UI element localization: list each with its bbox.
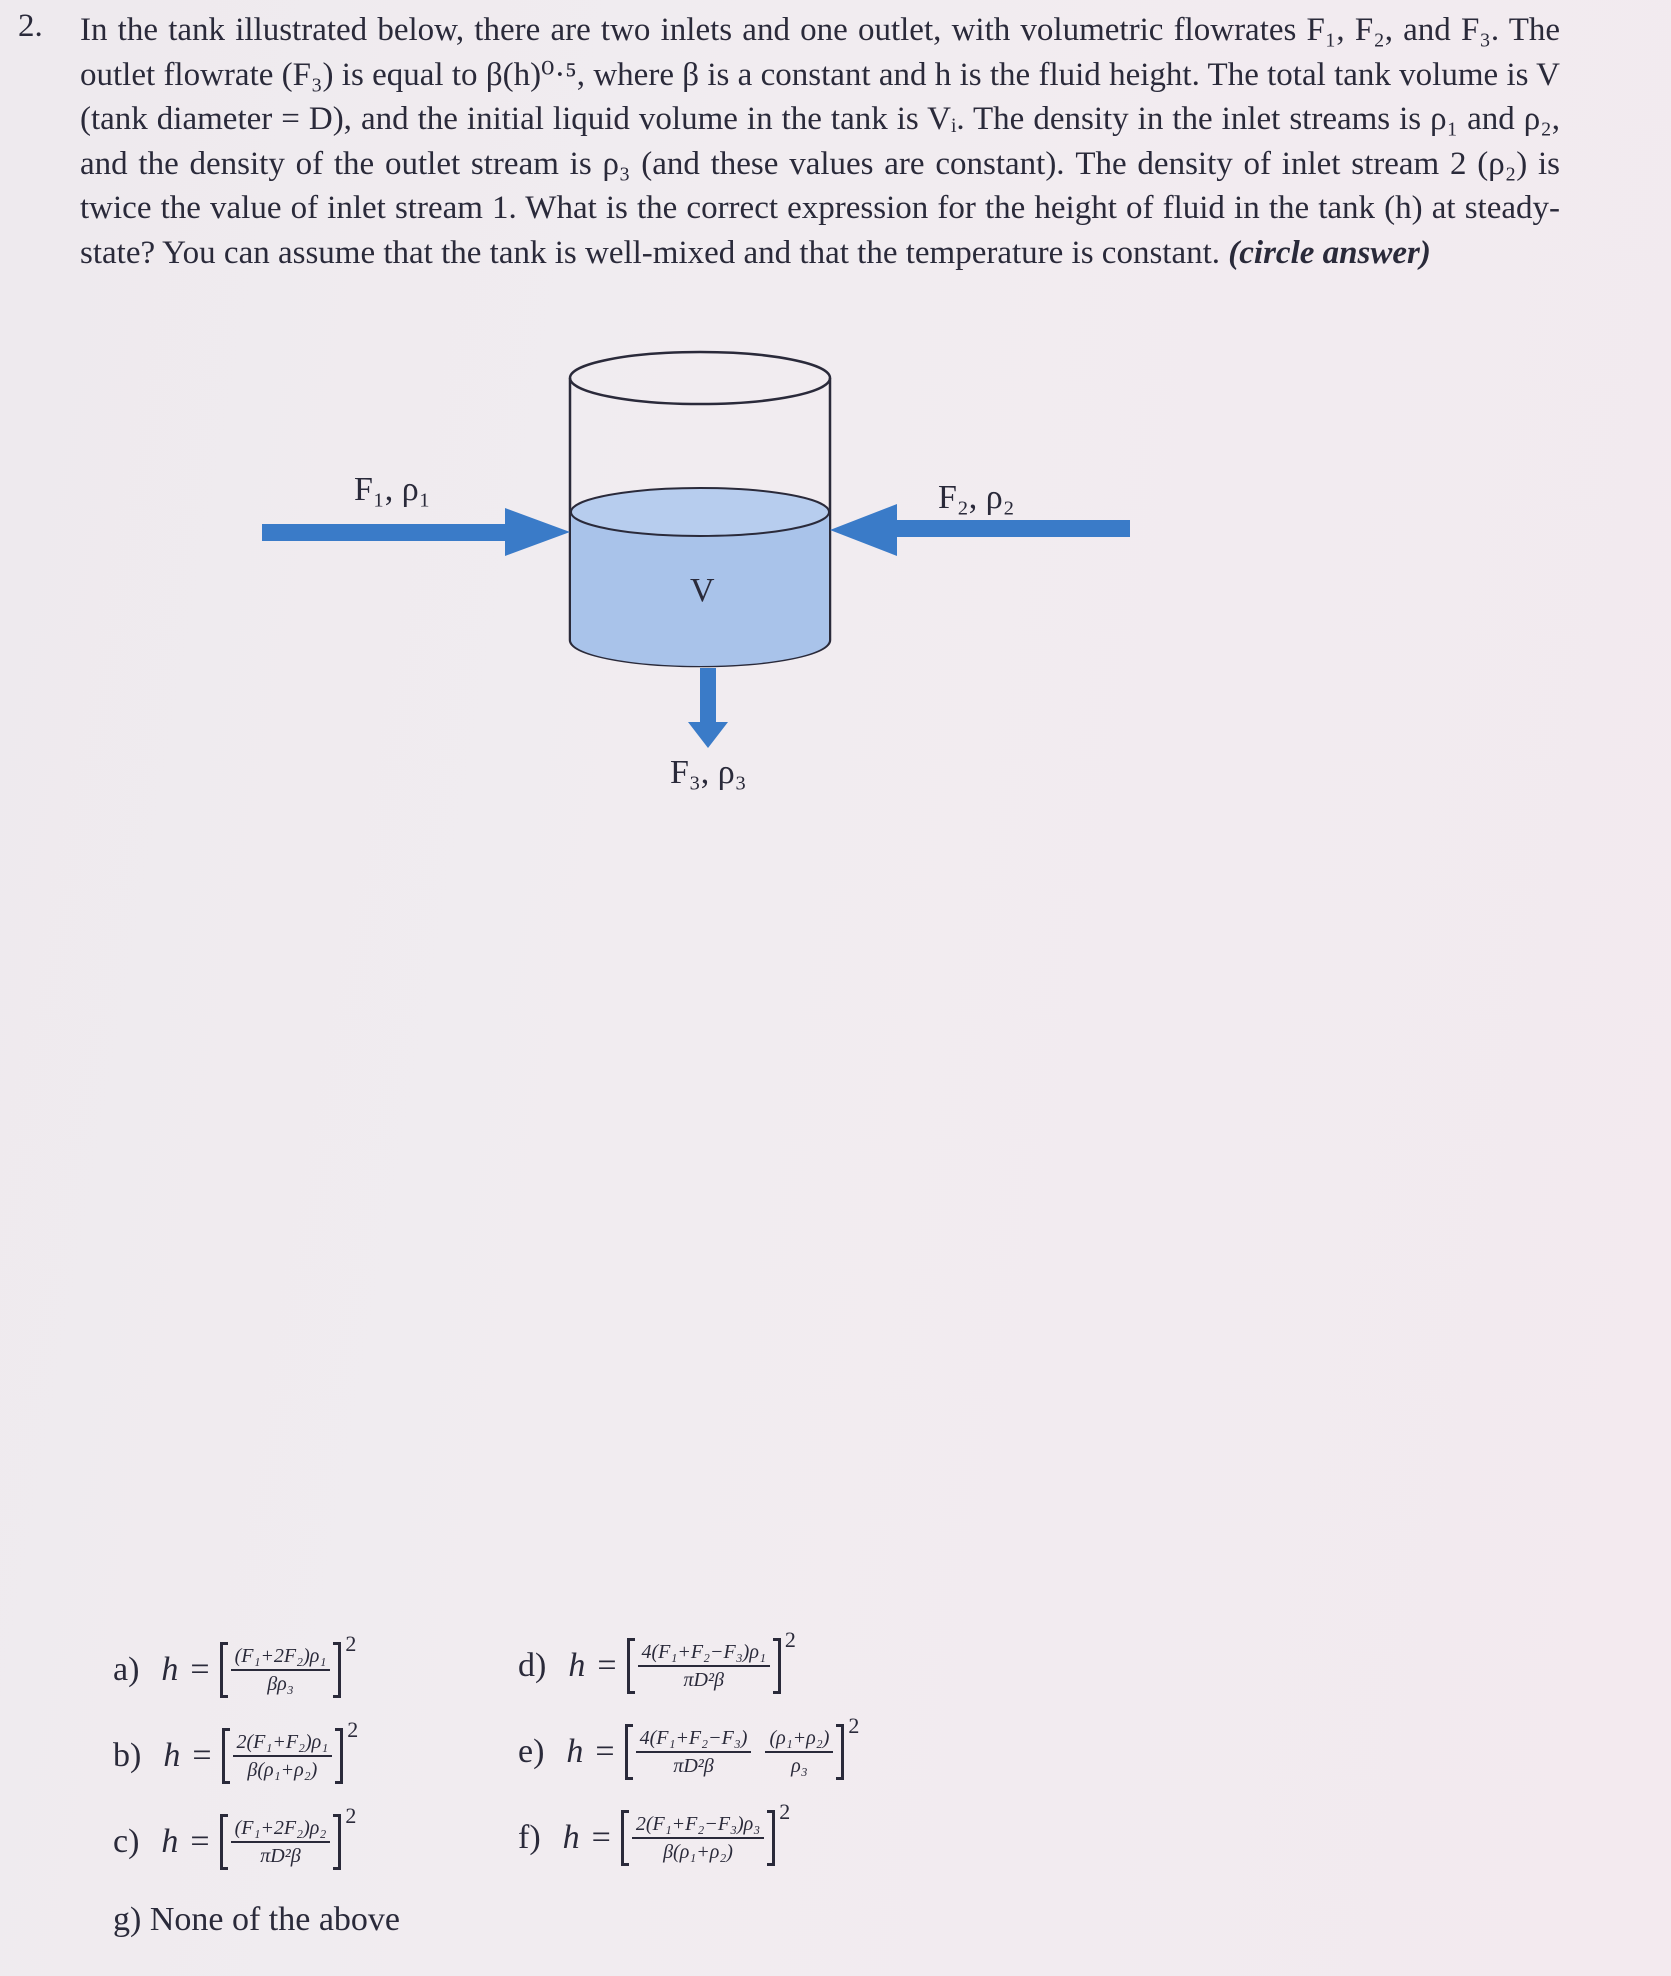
- equals-sign: =: [597, 1647, 617, 1684]
- fraction: [231, 1816, 331, 1868]
- option-f[interactable]: [518, 1799, 791, 1866]
- equals-sign: =: [595, 1733, 615, 1770]
- fraction: [638, 1640, 770, 1692]
- option-letter: f): [518, 1819, 541, 1856]
- exponent: 2: [345, 1631, 357, 1656]
- numerator: (F₁+2F₂)ρ₂: [231, 1816, 331, 1843]
- bracket-expression: [220, 1814, 342, 1870]
- inlet-2-label: F₂, ρ₂: [938, 479, 1015, 516]
- fraction: [636, 1726, 752, 1778]
- inlet-1-label: F₁, ρ₁: [354, 471, 431, 508]
- option-letter: c): [113, 1823, 140, 1860]
- h-symbol: h: [568, 1647, 586, 1684]
- numerator: (ρ₁+ρ₂): [765, 1726, 833, 1753]
- option-e[interactable]: [518, 1713, 860, 1780]
- denominator: β(ρ₁+ρ₂): [663, 1841, 733, 1863]
- numerator: 4(F₁+F₂−F₃)ρ₁: [638, 1640, 770, 1667]
- bracket-expression: [621, 1810, 775, 1866]
- exponent: 2: [779, 1799, 791, 1824]
- exponent: 2: [784, 1627, 796, 1652]
- exponent: 2: [345, 1803, 357, 1828]
- bracket-expression: [220, 1642, 342, 1698]
- option-letter: e): [518, 1733, 545, 1770]
- option-letter: d): [518, 1647, 547, 1684]
- equals-sign: =: [192, 1737, 212, 1774]
- equals-sign: =: [190, 1823, 210, 1860]
- denominator: πD²β: [673, 1755, 714, 1777]
- equals-sign: =: [190, 1651, 210, 1688]
- fraction: [632, 1812, 764, 1864]
- fraction: [233, 1730, 333, 1782]
- fraction: [231, 1644, 331, 1696]
- numerator: (F₁+2F₂)ρ₁: [231, 1644, 331, 1671]
- option-letter: a): [113, 1651, 140, 1688]
- bracket-expression: [627, 1638, 781, 1694]
- denominator: πD²β: [260, 1845, 301, 1867]
- bracket-expression: [625, 1724, 845, 1780]
- h-symbol: h: [161, 1651, 179, 1688]
- denominator: βρ₃: [267, 1673, 294, 1695]
- h-symbol: h: [161, 1823, 179, 1860]
- numerator: 4(F₁+F₂−F₃): [636, 1726, 752, 1753]
- bracket-expression: [222, 1728, 344, 1784]
- h-symbol: h: [163, 1737, 181, 1774]
- denominator: πD²β: [683, 1669, 724, 1691]
- option-b[interactable]: [113, 1717, 359, 1784]
- outlet-label: F₃, ρ₃: [670, 754, 747, 791]
- question-body: In the tank illustrated below, there are two inlets and one outlet, with volumetric flowrates F₁, F₂, and F₃. The outlet flowrate (F₃) is equal to β(h)⁰·⁵, where β is a constant and h is the fluid height. The total tank volume is V (tank diameter = D), and the initial liquid volume in the tank is Vᵢ. The density in the inlet streams is ρ₁ and ρ₂, and the density of the outlet stream is ρ₃ (and these values are constant). The density of inlet stream 2 (ρ₂) is twice the value of inlet stream 1. What is the correct expression for the height of fluid in the tank (h) at steady-state? You can assume that the tank is well-mixed and that the temperature is constant.: [80, 12, 1560, 271]
- numerator: 2(F₁+F₂)ρ₁: [233, 1730, 333, 1757]
- option-g[interactable]: g) None of the above: [113, 1901, 401, 1938]
- denominator: β(ρ₁+ρ₂): [247, 1759, 318, 1781]
- fraction-density: [765, 1726, 833, 1778]
- question-instruction: (circle answer): [1228, 234, 1431, 271]
- denominator: ρ₃: [791, 1755, 808, 1777]
- h-symbol: h: [562, 1819, 580, 1856]
- option-letter: b): [113, 1737, 142, 1774]
- volume-label: V: [690, 572, 715, 609]
- option-d[interactable]: [518, 1627, 796, 1694]
- option-c[interactable]: [113, 1803, 357, 1870]
- exponent: 2: [347, 1717, 359, 1742]
- numerator: 2(F₁+F₂−F₃)ρ₃: [632, 1812, 764, 1839]
- question-number: 2.: [18, 8, 43, 44]
- exponent: 2: [848, 1713, 860, 1738]
- equals-sign: =: [591, 1819, 611, 1856]
- h-symbol: h: [566, 1733, 584, 1770]
- option-a[interactable]: [113, 1631, 357, 1698]
